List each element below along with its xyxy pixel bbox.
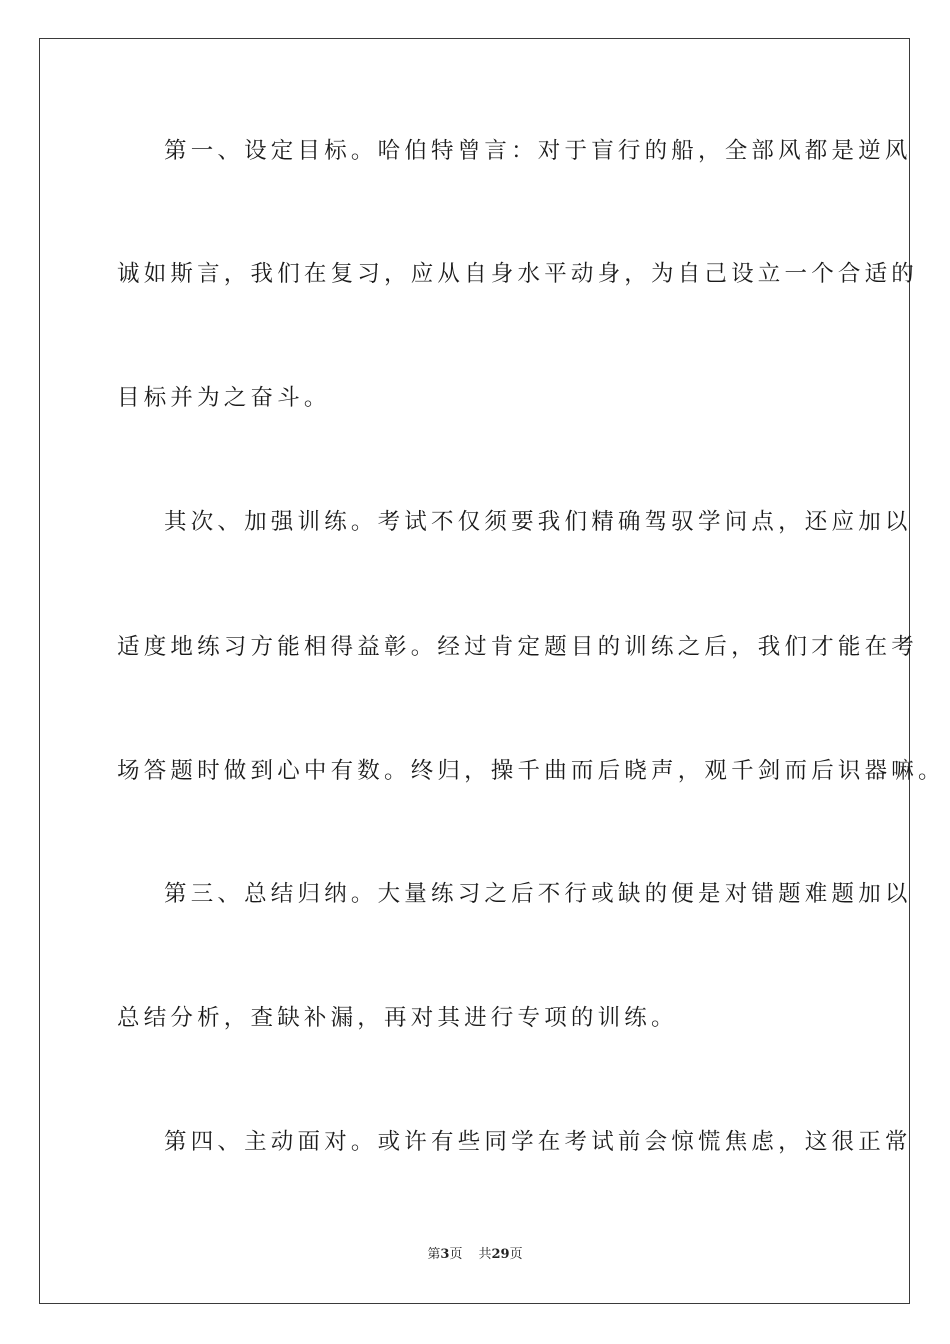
page-border (39, 38, 945, 1304)
paragraph-3-line-2: 总结分析，查缺补漏，再对其进行专项的训练。 (117, 1005, 678, 1031)
page-prefix: 第 (427, 1247, 441, 1262)
total-prefix: 共 (478, 1247, 492, 1262)
current-page-number: 3 (440, 1247, 450, 1262)
paragraph-1-line-2: 诚如斯言，我们在复习，应从自身水平动身，为自己设立一个合适的 (117, 261, 919, 287)
paragraph-3-line-1: 第三、总结归纳。大量练习之后不行或缺的便是对错题难题加以 (164, 881, 912, 907)
page-footer (0, 1246, 950, 1264)
paragraph-1-line-1: 第一、设定目标。哈伯特曾言：对于盲行的船，全部风都是逆风 (164, 138, 912, 164)
paragraph-2-line-3: 场答题时做到心中有数。终归，操千曲而后晓声，观千剑而后识器嘛。 (117, 758, 945, 784)
page-suffix: 页 (449, 1247, 463, 1262)
total-page-number: 29 (491, 1247, 510, 1262)
paragraph-2-line-1: 其次、加强训练。考试不仅须要我们精确驾驭学问点，还应加以 (164, 509, 912, 535)
total-suffix: 页 (509, 1247, 523, 1262)
paragraph-4-line-1: 第四、主动面对。或许有些同学在考试前会惊慌焦虑，这很正常 (164, 1129, 912, 1155)
paragraph-1-line-3: 目标并为之奋斗。 (117, 385, 331, 411)
paragraph-2-line-2: 适度地练习方能相得益彰。经过肯定题目的训练之后，我们才能在考 (117, 634, 919, 660)
